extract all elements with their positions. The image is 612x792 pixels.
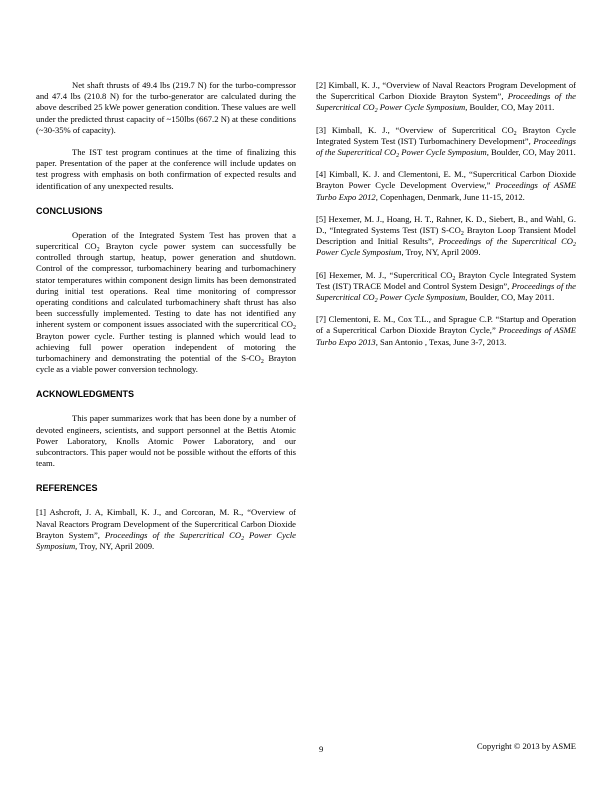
thrust-paragraph: Net shaft thrusts of 49.4 lbs (219.7 N) for the turbo-compressor and 47.4 lbs (210.8 N) for the turbo-generator are calculated during the above described 25 kWe power generation condition. These values are well under the predicted thrust capacity of ~150lbs (667.2 N) at these conditions (~30-35% of capacity). <box>36 80 296 135</box>
reference-2: [2] Kimball, K. J., “Overview of Naval Reactors Program Development of the Supercritical Carbon Dioxide Brayton System”, Proceedings of the Supercritical $CO_2$ Power Cycle Symposium, Boulder, CO, May 2011. <box>316 80 576 115</box>
reference-5: [5] Hexemer, M. J., Hoang, H. T., Rahner, K. D., Siebert, B., and Wahl, G. D., “Integrated Systems Test (IST) $S-CO_2$ Brayton Loop Transient Model Description and Initial Results”, Proceedings of the Supercritical $CO_2$ Power Cycle Symposium, Troy, NY, April 2009. <box>316 213 577 258</box>
test-program-paragraph: The IST test program continues at the time of finalizing this paper. Presentation of the paper at the conference will include updates on test progress with emphasis on both confirmation of expected results and identification of any unexpected results. <box>36 147 296 191</box>
right-column <box>316 80 576 359</box>
copyright-notice: Copyright © 2013 by ASME <box>476 741 576 751</box>
reference-6: [6] Hexemer, M. J., “Supercritical $CO_2$ Brayton Cycle Integrated System Test (IST) TRACE Model and Control System Design”, Proceedings of the Supercritical $CO_2$ Power Cycle Symposium, Boulder, CO, May 2011. <box>316 269 577 305</box>
reference-1: [1] Ashcroft, J. A, Kimball, K. J., and Corcoran, M. R., “Overview of Naval Reactors Program Development of the Supercritical Carbon Dioxide Brayton System”, Proceedings of the Supercritical $CO_2$ Power Cycle Symposium, Troy, NY, April 2009. <box>36 507 296 552</box>
reference-4: [4] Kimball, K. J. and Clementoni, E. M., “Supercritical Carbon Dioxide Brayton Power Cycle Development Overview,” Proceedings of ASME Turbo Expo 2012, Copenhagen, Denmark, June 11-15, 2012. <box>316 169 576 202</box>
reference-7: [7] Clementoni, E. M., Cox T.L., and Sprague C.P. “Startup and Operation of a Supercritical Carbon Dioxide Brayton Cycle,” Proceedings of ASME Turbo Expo 2013, San Antonio , Texas, June 3-7, 2013. <box>316 314 576 347</box>
acknowledgments-heading: ACKNOWLEDGMENTS <box>36 389 134 400</box>
conclusions-paragraph: Operation of the Integrated System Test has proven that a supercritical $CO_2$ Brayton cycle power system can successfully be controlled through startup, heatup, power generation and shutdown. Control of the compressor, turbomachinery bearing and turbomachinery stator temperatures within component design limits has been demonstrated during initial test operations. Real time monitoring of compressor operating conditions and calculated turbomachinery shaft thrust has also been successfully implemented. Testing to date has not identified any inherent system or component issues associated with the supercritical $CO_2$ Brayton power cycle. Further testing is planned which would lead to achieving full power operation independent of motoring the turbomachinery and demonstrating the potential of the $S-CO_2$ Brayton cycle as a viable power conversion technology. <box>36 229 297 375</box>
conclusions-heading: CONCLUSIONS <box>36 205 103 216</box>
references-heading: REFERENCES <box>36 483 98 494</box>
left-column <box>36 80 296 563</box>
page-number: 9 <box>319 744 324 754</box>
reference-3: [3] Kimball, K. J., “Overview of Supercritical $CO_2$ Brayton Cycle Integrated System Test (IST) Turbomachinery Development”, Proceedings of the Supercritical $CO_2$ Power Cycle Symposium, Boulder, CO, May 2011. <box>316 124 576 160</box>
acknowledgments-paragraph: This paper summarizes work that has been done by a number of devoted engineers, scientists, and support personnel at the Bettis Atomic Power Laboratory, Knolls Atomic Power Laboratory, and our subcontractors. This paper would not be possible without the efforts of this team. <box>36 413 296 469</box>
